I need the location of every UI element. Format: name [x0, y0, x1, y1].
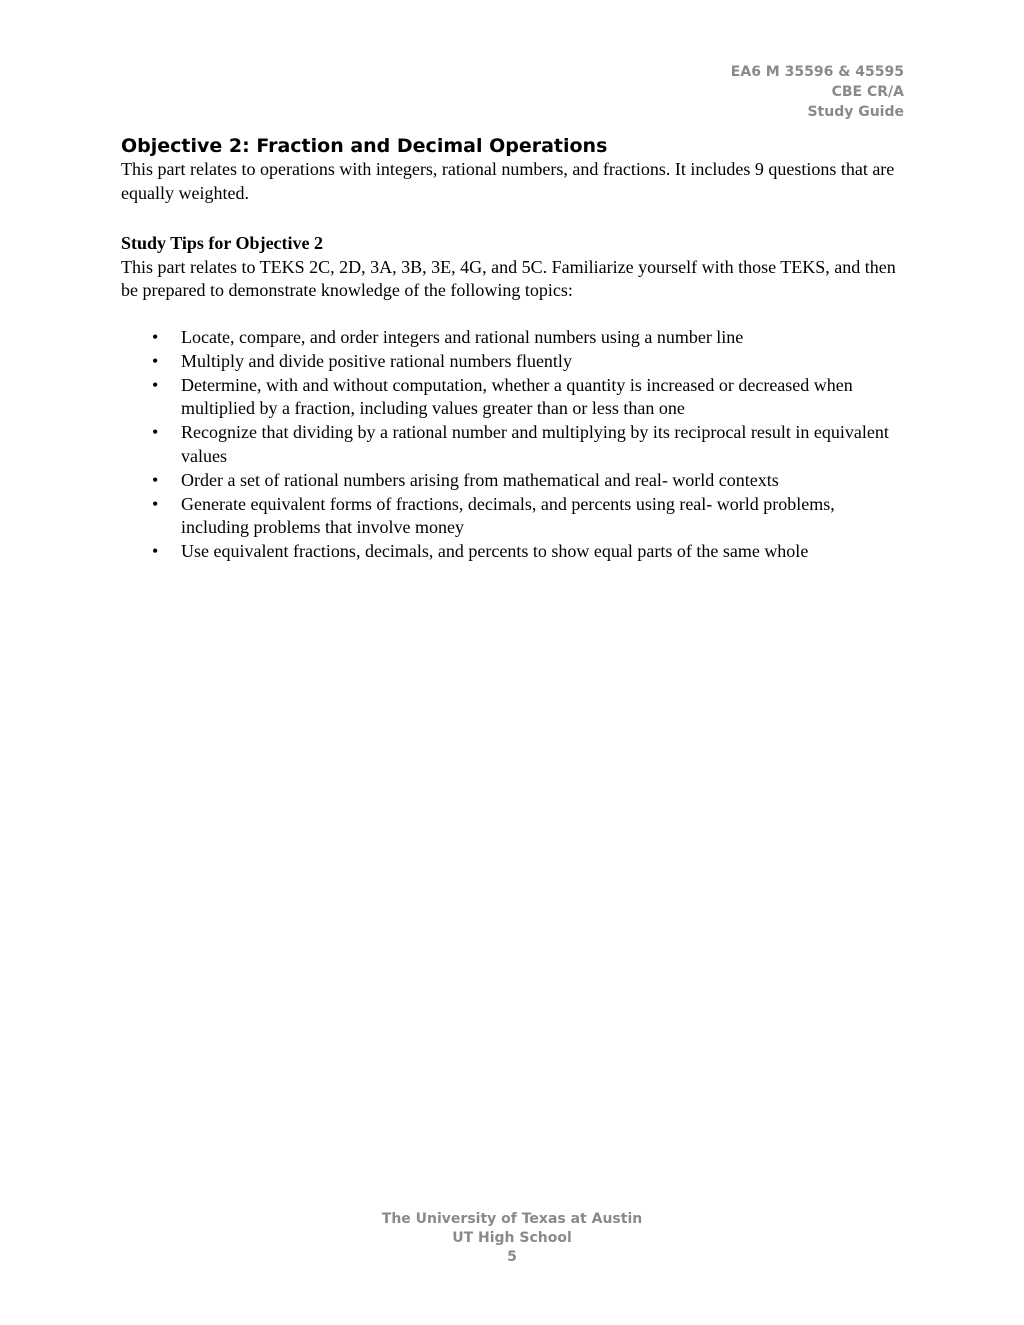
list-item-text: Use equivalent fractions, decimals, and percents to show equal parts of the same whole [181, 541, 809, 561]
page-number: 5 [507, 1249, 517, 1265]
bullet-icon: • [152, 493, 159, 514]
bullet-icon: • [152, 374, 159, 395]
list-item [121, 374, 901, 421]
list-item [121, 350, 901, 374]
list-item-text: Multiply and divide positive rational numbers fluently [181, 350, 572, 371]
list-item [121, 493, 901, 540]
bullet-icon: • [152, 469, 159, 490]
study-tips-title: Study Tips for Objective 2 [121, 233, 324, 253]
study-tips-intro: This part relates to TEKS 2C, 2D, 3A, 3B, 3E, 4G, and 5C. Familiarize yourself with those TEKS, and then be prepared to demonstrate knowledge of the following topics: [121, 256, 896, 300]
list-item-text: Locate, compare, and order integers and rational numbers using a number line [181, 326, 744, 347]
list-item-text: Recognize that dividing by a rational number and multiplying by its reciprocal result in equivalent values [181, 422, 889, 466]
objective-description: This part relates to operations with integers, rational numbers, and fractions. It includes 9 questions that are equally weighted. [121, 159, 895, 203]
list-item [121, 421, 901, 468]
topic-list [121, 326, 901, 564]
page-footer [0, 1210, 1024, 1267]
bullet-icon: • [152, 350, 159, 371]
course-type: CBE CR/A [831, 84, 904, 100]
list-item-text: Order a set of rational numbers arising from mathematical and real- world contexts [181, 469, 779, 490]
list-item-text: Generate equivalent forms of fractions, decimals, and percents using real- world problems, including problems that involve money [181, 493, 835, 537]
list-item [121, 469, 901, 493]
bullet-icon: • [152, 422, 159, 442]
school-name: UT High School [452, 1230, 572, 1246]
list-item-text: Determine, with and without computation, whether a quantity is increased or decreased when multiplied by a fraction, including values greater than or less than one [181, 374, 853, 418]
objective-title: Objective 2: Fraction and Decimal Operations [121, 135, 608, 157]
list-item [121, 326, 901, 350]
bullet-icon: • [152, 541, 159, 561]
list-item [121, 540, 901, 564]
bullet-icon: • [152, 326, 159, 347]
document-type: Study Guide [807, 104, 904, 120]
page-header [731, 62, 904, 122]
page-content [121, 134, 901, 564]
course-code: EA6 M 35596 & 45595 [730, 64, 904, 80]
institution-name: The University of Texas at Austin [381, 1211, 643, 1227]
